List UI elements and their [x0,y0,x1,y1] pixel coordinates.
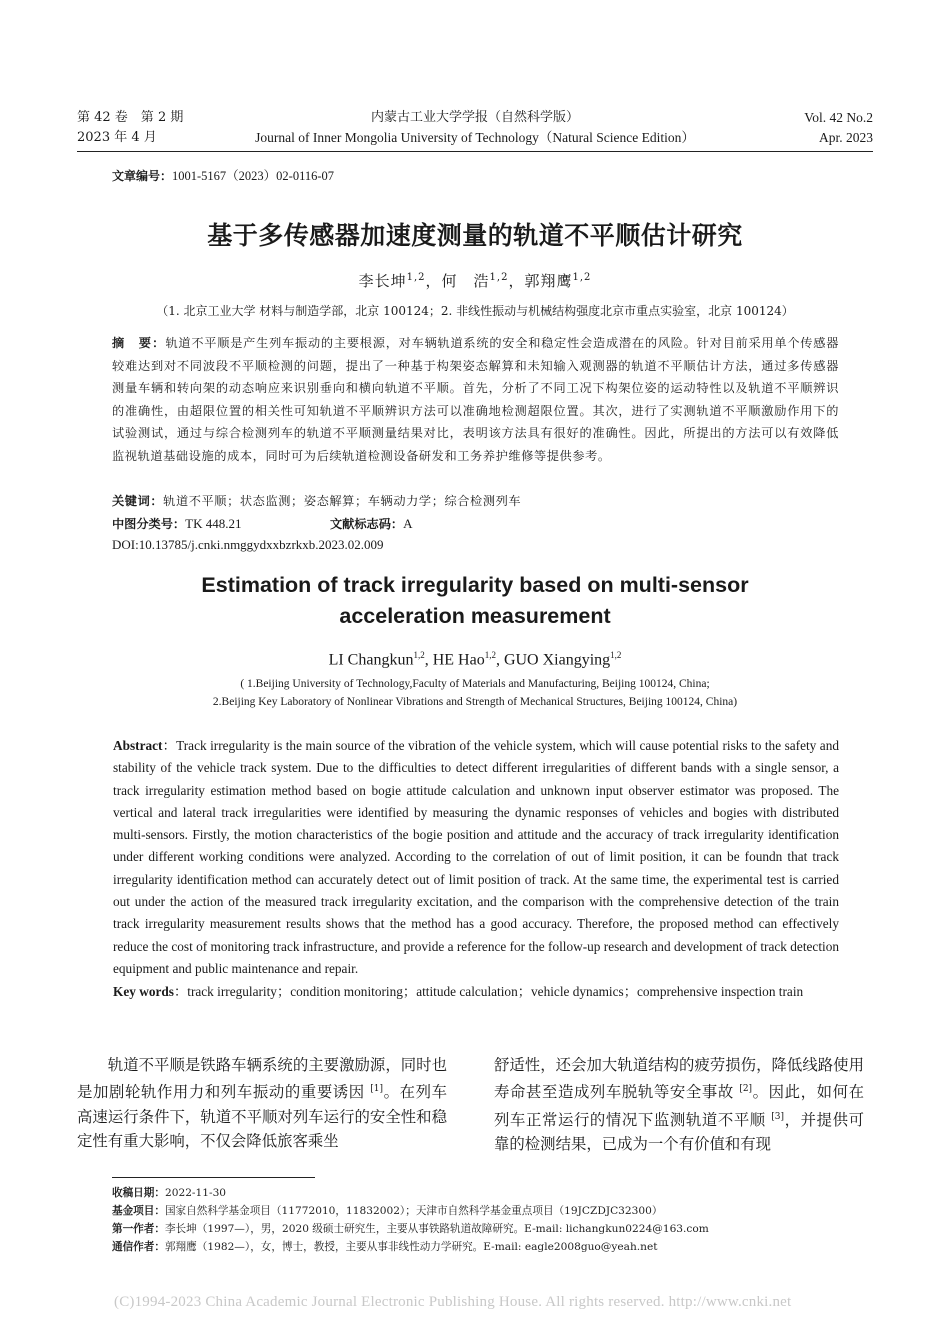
citation-2[interactable]: [2] [739,1084,753,1095]
date-cn: 2023 年 4 月 [77,130,157,145]
body-column-right: 舒适性，还会加大轨道结构的疲劳损伤，降低线路使用寿命甚至造成列车脱轨等安全事故 [2]。因此，如何在列车正常运行的情况下监测轨道不平顺 [3]，并提供可靠的检测结果，已成为一个有价值和有现 [494,1056,864,1153]
journal-name-en: Journal of Inner Mongolia University of Technology（Natural Science Edition） [255,130,695,145]
footnote-received: 收稿日期：2022-11-30 [112,1187,227,1199]
clc-value: TK 448.21 [185,516,242,531]
doc-code-value: A [403,516,413,531]
abstract-cn-label: 摘 要： [112,336,166,350]
footnote-rule [112,1177,315,1178]
footnote-corresponding-author: 通信作者：郭翔鹰（1982—），女，博士，教授，主要从事非线性动力学研究。E-mail: eagle2008guo@yeah.net [112,1241,658,1253]
abstract-cn [112,332,839,467]
author-cn-3: 郭翔鹰 [524,272,573,290]
title-en-line-1: Estimation of track irregularity based on multi-sensor [201,573,749,597]
authors-en: LI Changkun$^{1,2}$, HE Hao$^{1,2}$, GUO Xiangying$^{1,2}$ [328,650,622,669]
keywords-cn-text: 轨道不平顺；状态监测；姿态解算；车辆动力学；综合检测列车 [163,494,522,508]
body-column-left: 轨道不平顺是铁路车辆系统的主要激励源，同时也是加剧轮轨作用力和列车振动的重要诱因 [1]。在列车高速运行条件下，轨道不平顺对列车运行的安全性和稳定性有重大影响，不仅会降低旅客乘坐 [77,1056,447,1150]
title-cn: 基于多传感器加速度测量的轨道不平顺估计研究 [207,221,743,250]
affiliation-cn: （1. 北京工业大学 材料与制造学部，北京 100124；2. 非线性振动与机械结构强度北京市重点实验室，北京 100124） [156,304,794,318]
abstract-en-text: Track irregularity is the main source of the vibration of the vehicle system, which will cause potential risks to the safety and stability of the vehicle track system. Due to the difficulties to detect different irregularities of different bands with a single sensor, a track irregularity estimation method based on bogie attitude calculation and unknown input observer estimator was proposed. The vertical and lateral track irregularities were identified by measuring the dynamic responses of vehicles and bogies with distributed multi-sensors. Firstly, the motion characteristics of the bogie position and attitude and the accuracy of track irregularity identification under different working conditions were analyzed. According to the correlation of out of limit position, it can be foundn that track irregularity identification method can accurately detect out of limit position of track. At the same time, the experimental test is carried out under the action of the measured track irregularity excitation, and the comparison with the comprehensive detection of the train track irregularity measurement results shows that the method has a good accuracy. Therefore, the proposed method can effectively reduce the cost of monitoring track infrastructure, and provide a reference for the follow-up research and development of track detection equipment and public maintenance and repair. [113,738,840,976]
keywords-cn [112,492,521,509]
article-number-value: 1001-5167（2023）02-0116-07 [172,169,335,183]
keywords-en: Key words：track irregularity；condition monitoring；attitude calculation；vehicle dynamics；comprehensive inspection train [113,984,804,999]
citation-1[interactable]: [1] [370,1084,384,1095]
title-en-line-2: acceleration measurement [339,604,611,628]
volume-issue-cn: 第 42 卷 第 2 期 [77,110,184,125]
keywords-en-label: Key words [113,984,174,999]
volume-issue-en: Vol. 42 No.2 [804,110,873,125]
date-en: Apr. 2023 [819,130,873,145]
author-en-1: LI Changkun [328,651,414,669]
keywords-cn-label: 关键词： [112,494,164,508]
doc-code-label: 文献标志码： [330,517,404,531]
affiliation-en-line-1: ( 1.Beijing University of Technology,Faculty of Materials and Manufacturing, Beijing 100124, China; [240,678,710,690]
header-rule [77,151,873,152]
clc-number [112,515,241,532]
footnote-funding: 基金项目：国家自然科学基金项目（11772010，11832002）；天津市自然科学基金重点项目（19JCZDJC32300） [112,1205,663,1217]
clc-label: 中图分类号： [112,517,186,531]
article-number [112,166,334,184]
abstract-cn-text: 轨道不平顺是产生列车振动的主要根源，对车辆轨道系统的安全和稳定性会造成潜在的风险。针对目前采用单个传感器较难达到对不同波段不平顺检测的问题，提出了一种基于构架姿态解算和未知输入观测器的轨道不平顺估计方法，通过多传感器测量车辆和转向架的动态响应来识别垂向和横向轨道不平顺。首先，分析了不同工况下构架位姿的运动特性以及轨道不平顺辨识的准确性，由超限位置的相关性可知轨道不平顺辨识方法可以准确地检测超限位置。其次，进行了实测轨道不平顺激励作用下的试验测试，通过与综合检测列车的轨道不平顺测量结果对比，表明该方法具有很好的准确性。因此，所提出的方法可以有效降低监视轨道基础设施的成本，同时可为后续轨道检测设备研发和工务养护维修等提供参考。 [112,336,840,463]
doi: DOI:10.13785/j.cnki.nmggydxxbzrkxb.2023.02.009 [112,537,384,552]
affiliation-en-line-2: 2.Beijing Key Laboratory of Nonlinear Vibrations and Strength of Mechanical Structures, Beijing 100124, China) [212,696,738,708]
article-number-label: 文章编号： [112,169,173,183]
author-cn-1: 李长坤 [358,272,407,290]
journal-name-cn: 内蒙古工业大学学报（自然科学版） [370,110,579,125]
cnki-watermark: (C)1994-2023 China Academic Journal Electronic Publishing House. All rights reserved. http://www.cnki.net [114,1294,792,1310]
keywords-en-text: track irregularity；condition monitoring；attitude calculation；vehicle dynamics；comprehensive inspection train [187,984,804,999]
authors-cn: 李长坤$^{1,2}$，何 浩$^{1,2}$，郭翔鹰$^{1,2}$ [358,272,592,290]
author-en-2: HE Hao [432,651,485,669]
abstract-en: Abstract：Track irregularity is the main source of the vibration of the vehicle system, which will cause potential risks to the safety and stability of the vehicle track system. Due to the difficulties to detect different irregularities of different bands with a single sensor, a track irregularity estimation method based on bogie attitude calculation and unknown input observer estimator was proposed. The vertical and lateral track irregularities were identified by measuring the dynamic responses of vehicles and bogies with distributed multi-sensors. Firstly, the motion characteristics of the bogie position and attitude and the accuracy of track irregularity identification under different working conditions were analyzed. According to the correlation of out of limit position, it can be foundn that track irregularity identification method can accurately detect out of limit position of track. At the same time, the experimental test is carried out under the action of the measured track irregularity excitation, and the comparison with the comprehensive detection of the train track irregularity measurement results shows that the method has a good accuracy. Therefore, the proposed method can effectively reduce the cost of monitoring track infrastructure, and provide a reference for the follow-up research and development of track detection equipment and public maintenance and repair. [113,738,840,976]
document-code [330,515,413,532]
author-en-3: GUO Xiangying [503,651,611,669]
citation-3[interactable]: [3] [771,1111,785,1122]
abstract-en-label: Abstract [113,738,163,753]
footnote-first-author: 第一作者：李长坤（1997—），男，2020 级硕士研究生，主要从事铁路轨道故障研究。E-mail: lichangkun0224@163.com [112,1223,709,1235]
author-cn-2: 何 浩 [441,272,490,290]
